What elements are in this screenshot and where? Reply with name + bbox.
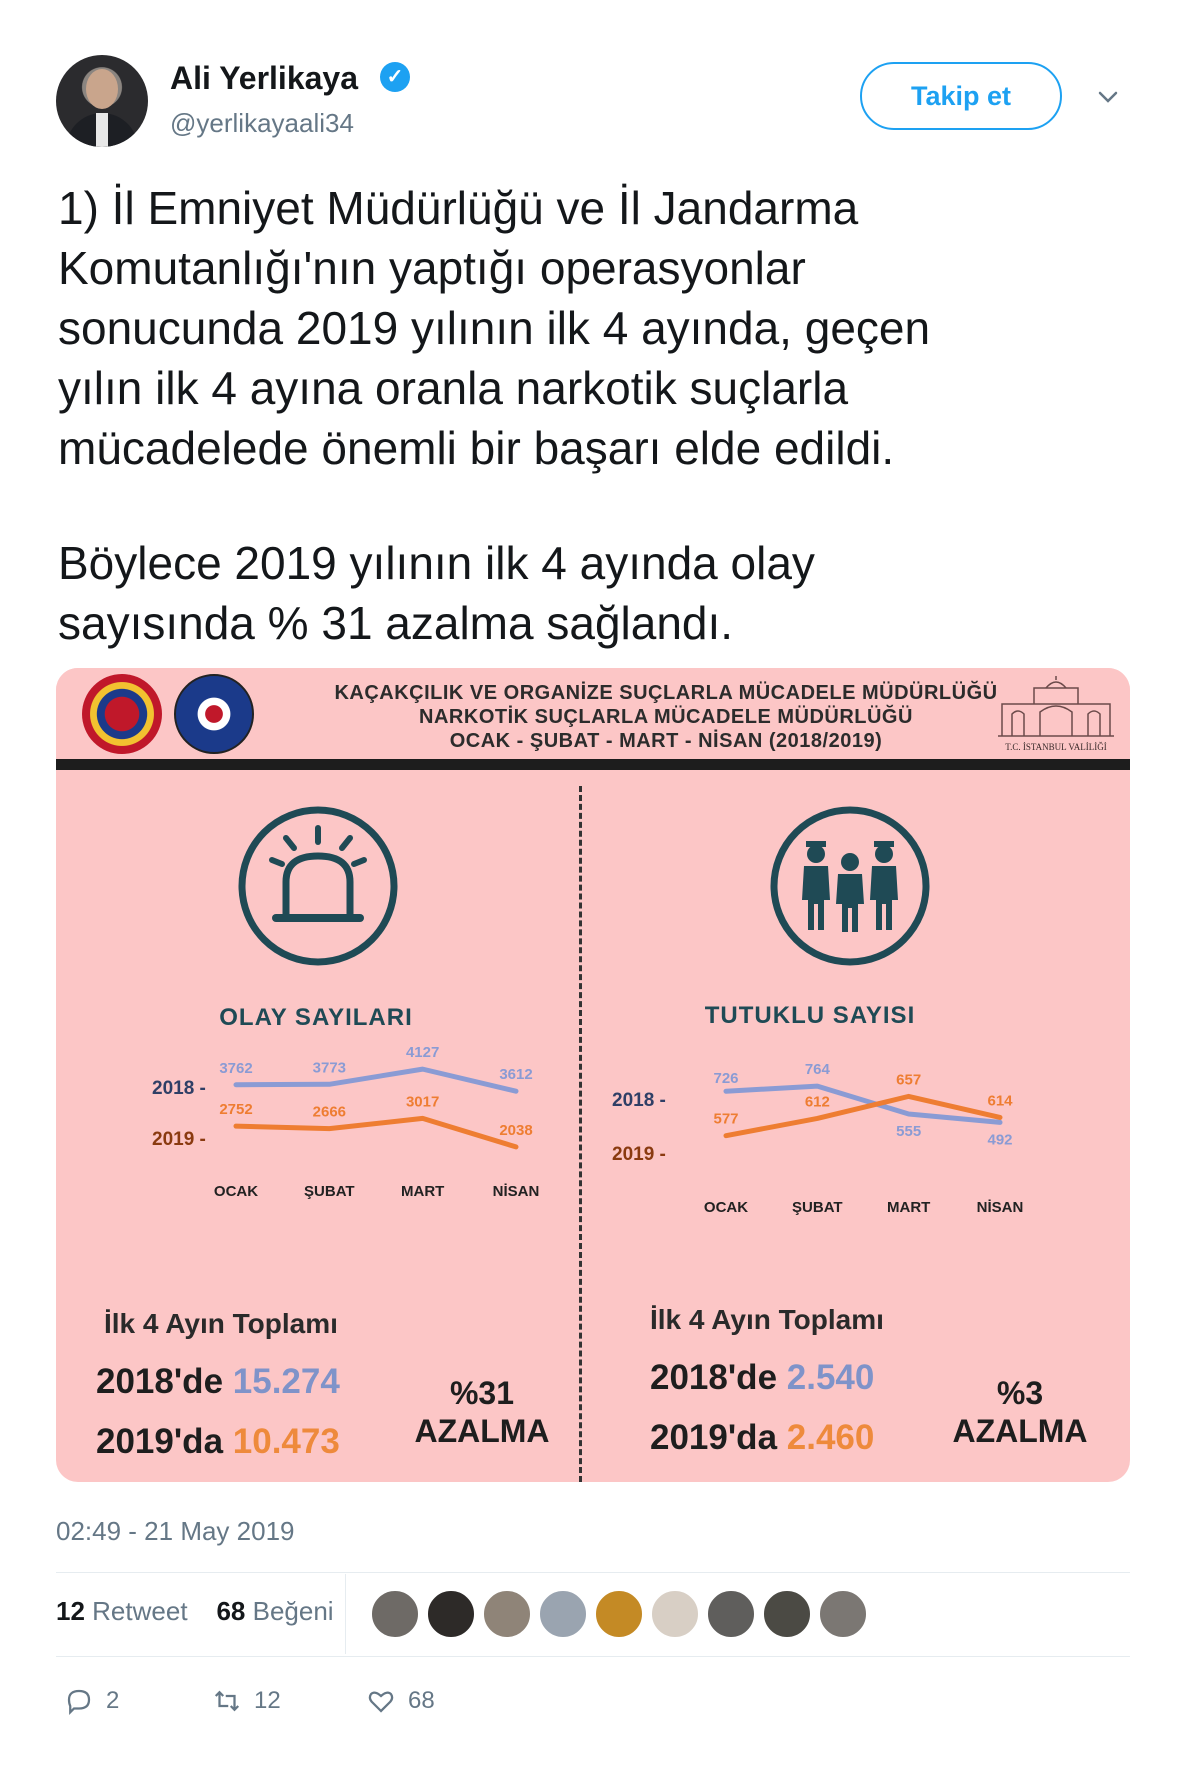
olay-sayilari-title: OLAY SAYILARI xyxy=(219,1004,413,1031)
infographic-image[interactable] xyxy=(56,668,1130,1482)
data-label: 3017 xyxy=(405,1093,440,1111)
like-count: 68 xyxy=(408,1687,435,1714)
alarm-siren-icon xyxy=(236,804,400,968)
like-stat-label: Beğeni xyxy=(252,1596,334,1626)
data-label: 3612 xyxy=(499,1066,533,1084)
category-label: MART xyxy=(401,1183,445,1200)
header-line-3: OCAK - ŞUBAT - MART - NİSAN (2018/2019) xyxy=(449,730,883,752)
left-total-2019-prefix: 2019'da xyxy=(96,1422,224,1461)
tweet-text xyxy=(58,178,1138,708)
tweet-timestamp[interactable]: 02:49 - 21 May 2019 xyxy=(56,1516,295,1546)
right-total-2019-prefix: 2019'da xyxy=(650,1418,778,1457)
left-total-2019-value: 10.473 xyxy=(232,1422,340,1461)
right-total-2018-prefix: 2018'de xyxy=(650,1358,778,1397)
olay-sayilari-chart xyxy=(76,1038,576,1208)
series-label-2018: 2018 - xyxy=(152,1078,206,1099)
retweet-stat-count: 12 xyxy=(56,1596,85,1626)
data-label: 764 xyxy=(804,1061,830,1079)
left-reduction-pct: %31 xyxy=(449,1375,515,1411)
jandarma-emblem-icon xyxy=(82,674,162,754)
tutuklu-sayisi-chart xyxy=(602,1048,1122,1228)
data-label: 2038 xyxy=(499,1121,533,1139)
data-label: 612 xyxy=(804,1093,830,1111)
series-label-2019: 2019 - xyxy=(612,1144,666,1165)
author-avatar[interactable] xyxy=(56,55,148,147)
reply-count: 2 xyxy=(106,1687,120,1714)
header-line-2: NARKOTİK SUÇLARLA MÜCADELE MÜDÜRLÜĞÜ xyxy=(419,706,913,728)
author-name[interactable]: Ali Yerlikaya xyxy=(170,60,358,96)
right-reduction-label: AZALMA xyxy=(952,1413,1088,1449)
data-label: 614 xyxy=(987,1092,1013,1110)
stats-separator xyxy=(345,1574,346,1654)
category-label: OCAK xyxy=(703,1199,749,1216)
reply-icon xyxy=(64,1686,94,1716)
liker-avatar[interactable] xyxy=(818,1589,868,1639)
footer-divider-bottom xyxy=(56,1656,1130,1657)
category-label: MART xyxy=(887,1199,931,1216)
category-label: ŞUBAT xyxy=(304,1183,355,1200)
liker-avatar[interactable] xyxy=(370,1589,420,1639)
liker-avatar[interactable] xyxy=(538,1589,588,1639)
chevron-down-icon[interactable] xyxy=(1096,85,1120,109)
liker-avatar[interactable] xyxy=(482,1589,532,1639)
right-reduction-pct: %3 xyxy=(996,1375,1044,1411)
left-reduction-label: AZALMA xyxy=(414,1413,550,1449)
header-divider xyxy=(56,759,1130,770)
left-total-2018-value: 15.274 xyxy=(232,1362,340,1401)
footer-divider-top xyxy=(56,1572,1130,1573)
data-label: 492 xyxy=(987,1131,1013,1149)
tweet-paragraph-2: Böylece 2019 yılının ilk 4 ayında olay sayısında % 31 azalma sağlandı. xyxy=(58,537,815,649)
series-label-2018: 2018 - xyxy=(612,1090,666,1111)
data-label: 3773 xyxy=(312,1059,347,1077)
right-reduction xyxy=(940,1374,1100,1450)
building-caption: T.C. İSTANBUL VALİLİĞİ xyxy=(1005,742,1107,752)
data-label: 577 xyxy=(713,1110,739,1128)
like-stat-count: 68 xyxy=(216,1596,246,1626)
follow-button[interactable]: Takip et xyxy=(860,62,1062,130)
tutuklu-sayisi-title: TUTUKLU SAYISI xyxy=(704,1002,916,1029)
police-detainee-icon xyxy=(768,804,932,968)
right-total-2018-value: 2.540 xyxy=(786,1358,875,1397)
data-label: 3762 xyxy=(219,1059,253,1077)
infographic-header xyxy=(56,668,1130,764)
left-reduction xyxy=(402,1374,562,1450)
retweet-stat[interactable] xyxy=(56,1596,188,1626)
header-line-1: KAÇAKÇILIK VE ORGANİZE SUÇLARLA MÜCADELE MÜDÜRLÜĞÜ xyxy=(334,682,998,704)
series-line-2019 xyxy=(236,1118,516,1146)
category-label: ŞUBAT xyxy=(792,1199,843,1216)
like-button[interactable] xyxy=(366,1686,435,1716)
right-total-2019-value: 2.460 xyxy=(786,1418,875,1457)
category-label: NİSAN xyxy=(492,1183,540,1200)
retweet-icon xyxy=(212,1686,242,1716)
center-divider xyxy=(579,786,582,1482)
like-stat[interactable] xyxy=(216,1596,333,1626)
data-label: 4127 xyxy=(405,1044,440,1062)
tweet-stats xyxy=(56,1596,334,1627)
tweet-paragraph-1: 1) İl Emniyet Müdürlüğü ve İl Jandarma Komutanlığı'nın yaptığı operasyonlar sonucunda 2019 yılının ilk 4 ayında, geçen yılın ilk 4 ayına oranla narkotik suçlarla mücadelede önemli bir başarı elde edildi. xyxy=(58,182,931,474)
retweet-count: 12 xyxy=(254,1687,281,1714)
heart-icon xyxy=(366,1686,396,1716)
retweet-stat-label: Retweet xyxy=(92,1596,188,1626)
police-emblem-icon xyxy=(174,674,254,754)
liker-avatar[interactable] xyxy=(650,1589,700,1639)
data-label: 2666 xyxy=(312,1103,347,1121)
reply-button[interactable] xyxy=(64,1686,119,1716)
series-line-2018 xyxy=(236,1069,516,1091)
right-total-2019 xyxy=(650,1418,874,1458)
governorship-building-icon xyxy=(994,674,1118,754)
liker-avatar[interactable] xyxy=(762,1589,812,1639)
left-total-2019 xyxy=(96,1422,340,1462)
retweet-button[interactable] xyxy=(212,1686,281,1716)
left-totals-title: İlk 4 Ayın Toplamı xyxy=(104,1308,338,1339)
data-label: 657 xyxy=(896,1071,922,1089)
category-label: NİSAN xyxy=(976,1199,1024,1216)
left-total-2018-prefix: 2018'de xyxy=(96,1362,224,1401)
data-label: 726 xyxy=(713,1070,739,1088)
category-label: OCAK xyxy=(213,1183,259,1200)
liker-avatar[interactable] xyxy=(426,1589,476,1639)
right-totals-title: İlk 4 Ayın Toplamı xyxy=(650,1304,884,1335)
verified-badge-icon: ✓ xyxy=(380,62,410,92)
series-label-2019: 2019 - xyxy=(152,1129,206,1150)
liker-avatar[interactable] xyxy=(706,1589,756,1639)
liker-avatar[interactable] xyxy=(594,1589,644,1639)
series-line-2018 xyxy=(726,1086,1000,1122)
author-handle[interactable]: @yerlikayaali34 xyxy=(170,108,354,138)
right-total-2018 xyxy=(650,1358,874,1398)
data-label: 555 xyxy=(896,1123,922,1140)
data-label: 2752 xyxy=(219,1101,253,1119)
left-total-2018 xyxy=(96,1362,340,1402)
